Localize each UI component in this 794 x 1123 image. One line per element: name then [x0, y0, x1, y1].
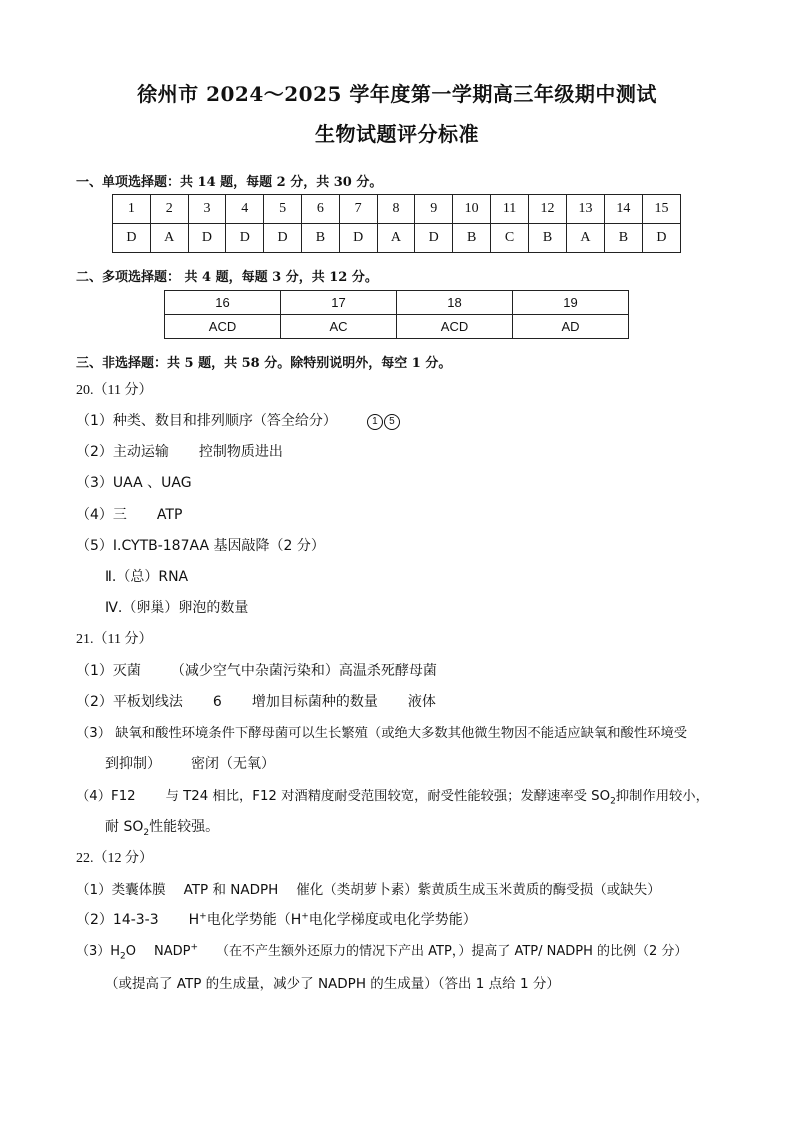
- q22-2-text-b: H: [188, 912, 200, 928]
- section-non-choice: 三、非选择题：共 5 题，共 58 分。除特别说明外，每空 1 分。: [76, 356, 452, 371]
- superscript: +: [190, 942, 199, 953]
- q20-answer-5: （5）Ⅰ.CYTB-187AA 基因敲降（2 分）: [76, 538, 325, 554]
- superscript: +: [199, 911, 207, 922]
- answer-cell: B: [529, 224, 567, 253]
- section-multi-choice: 二、多项选择题： 共 4 题，每题 3 分，共 12 分。: [76, 270, 378, 285]
- question-number-cell: 3: [188, 195, 226, 224]
- q21-3-text-b: 密闭（无氧）: [191, 756, 275, 772]
- q22-answer-1: [76, 878, 661, 898]
- question-number-cell: 10: [453, 195, 491, 224]
- question-number-cell: 4: [226, 195, 264, 224]
- superscript: +: [301, 911, 309, 922]
- q20-4-text-a: （4）三: [76, 507, 127, 523]
- q22-2-text-d: 电化学梯度或电化学势能）: [308, 912, 477, 928]
- q22-3-text-c: NADP: [154, 944, 191, 959]
- question-number-cell: 13: [566, 195, 604, 224]
- q21-1-text-a: （1）灭菌: [76, 663, 141, 679]
- answer-cell: D: [339, 224, 377, 253]
- q21-4-text-a: （4）F12: [76, 789, 136, 804]
- q21-answer-1: [76, 660, 437, 680]
- q20-2-text-b: 控制物质进出: [198, 444, 283, 460]
- q20-heading: 20.（11 分）: [76, 383, 153, 398]
- question-number-row: [113, 195, 681, 224]
- q22-answer-3: [76, 940, 687, 962]
- answer-cell: ACD: [396, 315, 512, 339]
- circled-number: 5: [384, 414, 400, 430]
- q21-answer-3: （3） 缺氧和酸性环境条件下酵母菌可以生长繁殖（或绝大多数其他微生物因不能适应缺氧和酸性环境受: [76, 726, 688, 741]
- q21-5-text-a: 耐 SO: [105, 819, 144, 835]
- question-number-cell: 7: [339, 195, 377, 224]
- question-number-cell: 14: [604, 195, 642, 224]
- answer-row: [165, 315, 629, 339]
- q22-1-text-c: 催化（类胡萝卜素）紫黄质生成玉米黄质的酶受损（或缺失）: [296, 882, 661, 898]
- q20-answer-1: [76, 410, 401, 430]
- section-single-choice: 一、单项选择题：共 14 题，每题 2 分，共 30 分。: [76, 175, 383, 190]
- question-number-cell: 8: [377, 195, 415, 224]
- q22-2-text-a: （2）14-3-3: [76, 912, 159, 928]
- question-number-cell: 1: [113, 195, 151, 224]
- q22-1-text-b: ATP 和 NADPH: [183, 882, 279, 898]
- question-number-cell: 11: [491, 195, 529, 224]
- answer-cell: A: [150, 224, 188, 253]
- q20-answer-5-iv: Ⅳ.（卵巢）卵泡的数量: [105, 600, 249, 616]
- q21-answer-4: [76, 785, 709, 807]
- answer-cell: D: [113, 224, 151, 253]
- q21-answer-2: [76, 691, 436, 711]
- q21-2-text-c: 增加目标菌种的数量: [251, 694, 378, 710]
- answer-cell: B: [453, 224, 491, 253]
- subscript: 2: [143, 827, 150, 838]
- q22-3-text-b: O: [125, 944, 137, 959]
- q20-answer-3: （3）UAA 、UAG: [76, 475, 192, 491]
- question-number-cell: 17: [281, 291, 397, 315]
- answer-cell: B: [301, 224, 339, 253]
- q21-2-text-b: 6: [212, 694, 222, 710]
- answer-cell: B: [604, 224, 642, 253]
- subscript: 2: [610, 796, 616, 807]
- q21-2-text-d: 液体: [407, 694, 436, 710]
- answer-cell: D: [264, 224, 302, 253]
- question-number-row: [165, 291, 629, 315]
- question-number-cell: 12: [529, 195, 567, 224]
- answer-row: [113, 224, 681, 253]
- q21-1-text-b: （减少空气中杂菌污染和）高温杀死酵母菌: [170, 663, 437, 679]
- question-number-cell: 9: [415, 195, 453, 224]
- question-number-cell: 5: [264, 195, 302, 224]
- answer-cell: A: [566, 224, 604, 253]
- answer-cell: AD: [513, 315, 629, 339]
- q20-4-text-b: ATP: [156, 507, 183, 523]
- q20-1-text: （1）种类、数目和排列顺序（答全给分）: [76, 413, 337, 429]
- q22-answer-3-cont: （或提高了 ATP 的生成量，减少了 NADPH 的生成量）（答出 1 点给 1 分）: [105, 976, 560, 992]
- answer-cell: AC: [281, 315, 397, 339]
- q21-heading: 21.（11 分）: [76, 632, 153, 647]
- q21-4-text-b: 与 T24 相比，F12 对酒精度耐受范围较宽，耐受性能较强；发酵速率受 SO: [165, 789, 611, 804]
- subscript: 2: [120, 951, 126, 962]
- q22-2-text-c: 电化学势能（H: [206, 912, 302, 928]
- q21-5-text-b: 性能较强。: [149, 819, 220, 835]
- q21-3-text-a: 到抑制）: [105, 756, 161, 772]
- answer-cell: D: [188, 224, 226, 253]
- q20-2-text-a: （2）主动运输: [76, 444, 169, 460]
- document-subtitle: 生物试题评分标准: [315, 122, 479, 146]
- q22-3-text-d: （在不产生额外还原力的情况下产出 ATP，）提高了 ATP/ NADPH 的比例（2 分）: [216, 944, 688, 959]
- question-number-cell: 18: [396, 291, 512, 315]
- document-title: 徐州市 2024～2025 学年度第一学期高三年级期中测试: [137, 82, 657, 106]
- question-number-cell: 15: [642, 195, 680, 224]
- q20-answer-2: [76, 441, 283, 461]
- circled-number: 1: [367, 414, 383, 430]
- q21-4-text-c: 抑制作用较小，: [615, 789, 709, 804]
- question-number-cell: 6: [301, 195, 339, 224]
- question-number-cell: 2: [150, 195, 188, 224]
- q22-3-text-a: （3）H: [76, 944, 121, 959]
- answer-cell: D: [226, 224, 264, 253]
- answer-cell: A: [377, 224, 415, 253]
- question-number-cell: 19: [513, 291, 629, 315]
- q22-1-text-a: （1）类囊体膜: [76, 882, 166, 898]
- q20-answer-5-ii: Ⅱ.（总）RNA: [105, 569, 189, 585]
- q21-answer-3-cont: [105, 753, 275, 773]
- q22-heading: 22.（12 分）: [76, 851, 153, 866]
- multi-choice-table: [164, 290, 629, 339]
- q20-answer-4: [76, 504, 182, 524]
- single-choice-table: [112, 194, 681, 253]
- q21-answer-4-cont: [105, 816, 219, 838]
- answer-cell: D: [642, 224, 680, 253]
- q21-2-text-a: （2）平板划线法: [76, 694, 183, 710]
- answer-cell: D: [415, 224, 453, 253]
- question-number-cell: 16: [165, 291, 281, 315]
- answer-cell: ACD: [165, 315, 281, 339]
- q22-answer-2: [76, 909, 477, 929]
- answer-cell: C: [491, 224, 529, 253]
